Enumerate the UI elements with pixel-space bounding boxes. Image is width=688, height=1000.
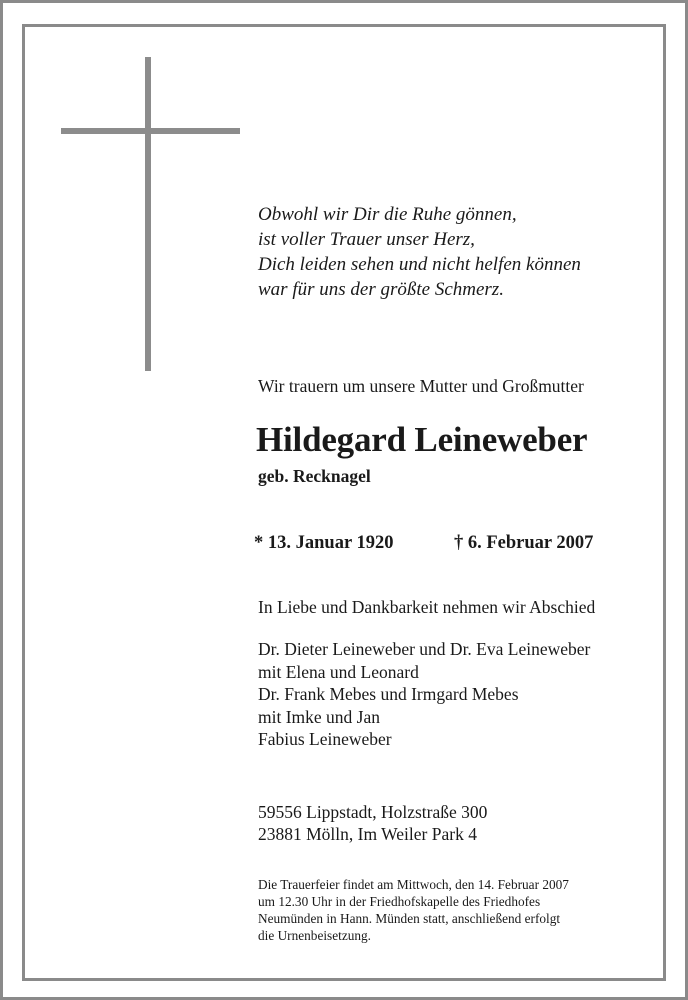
- mourner-line: Dr. Dieter Leineweber und Dr. Eva Leineweber: [258, 639, 591, 659]
- poem-line: Dich leiden sehen und nicht helfen können: [258, 254, 581, 275]
- poem-line: ist voller Trauer unser Herz,: [258, 229, 475, 250]
- poem-line: war für uns der größte Schmerz.: [258, 279, 504, 300]
- intro-text: Wir trauern um unsere Mutter und Großmutter: [258, 376, 584, 396]
- poem: [258, 202, 581, 302]
- mourner-line: Fabius Leineweber: [258, 729, 392, 749]
- mourner-line: Dr. Frank Mebes und Irmgard Mebes: [258, 684, 519, 704]
- maiden-name: geb. Recknagel: [258, 466, 371, 486]
- birth-date: * 13. Januar 1920: [254, 533, 394, 553]
- address-line: 23881 Mölln, Im Weiler Park 4: [258, 824, 477, 844]
- ceremony-line: um 12.30 Uhr in der Friedhofskapelle des Friedhofes: [258, 894, 541, 909]
- death-date: † 6. Februar 2007: [454, 533, 594, 553]
- addresses: [258, 801, 487, 845]
- mourner-line: mit Elena und Leonard: [258, 661, 419, 682]
- farewell-text: In Liebe und Dankbarkeit nehmen wir Abschied: [258, 597, 596, 617]
- ceremony-line: Neumünden in Hann. Münden statt, anschließend erfolgt: [258, 911, 561, 926]
- deceased-name: Hildegard Leineweber: [256, 420, 588, 459]
- ceremony-line: die Urnenbeisetzung.: [258, 928, 371, 943]
- mourner-line: mit Imke und Jan: [258, 706, 380, 727]
- address-line: 59556 Lippstadt, Holzstraße 300: [258, 802, 488, 822]
- ceremony-line: Die Trauerfeier findet am Mittwoch, den 14. Februar 2007: [258, 877, 569, 892]
- ceremony-notice: [258, 876, 569, 944]
- poem-line: Obwohl wir Dir die Ruhe gönnen,: [258, 204, 517, 225]
- cross-icon-vertical-bar: [145, 57, 151, 371]
- cross-icon-horizontal-bar: [61, 128, 240, 134]
- mourners-list: [258, 638, 590, 751]
- life-dates: [254, 533, 594, 554]
